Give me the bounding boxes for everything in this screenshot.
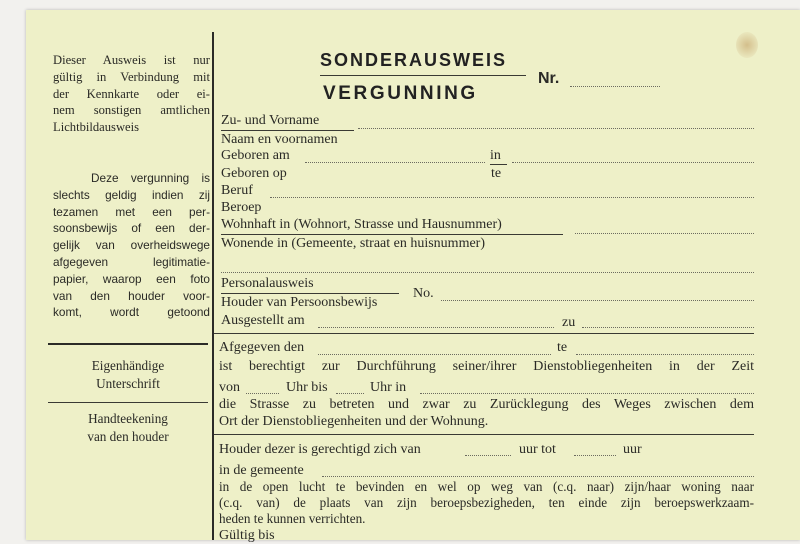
location-label: Uhr in (370, 380, 407, 395)
issued-date-field[interactable] (318, 327, 554, 328)
location-field[interactable] (420, 393, 754, 394)
authorization-text: ist berechtigt zur Durchführung seiner/ihrer Dienstobliegenheiten in der Zeit (219, 359, 754, 374)
sidebar-notice-dutch: Deze vergunning is slechts geldig indien zij tezamen met een per- soonsbewijs of een der- gelijk van overheidswege afgegeven legitimatie- papier, waarop een foto van den houder voor- komt, wordt getoond (53, 171, 210, 320)
dutch-permit-text: heden te kunnen verrichten. (219, 511, 366, 526)
name-label-dutch: Naam en voornamen (221, 132, 338, 147)
birth-date-field[interactable] (305, 162, 485, 163)
label-rule (221, 234, 563, 235)
paper-stain (736, 32, 758, 58)
birth-place-field[interactable] (512, 162, 754, 163)
occupation-label-dutch: Beroep (221, 200, 262, 215)
issued-date-label-german: Ausgestellt am (221, 313, 305, 328)
residence-label-dutch: Wonende in (Gemeente, straat en huisnummer) (221, 236, 486, 251)
column-divider (212, 32, 214, 540)
number-label: Nr. (538, 70, 560, 87)
municipality-field[interactable] (322, 476, 754, 477)
sidebar-divider (48, 343, 208, 345)
birth-place-label-dutch: te (491, 166, 502, 181)
signature-label-german: Eigenhändige Unterschrift (91, 358, 165, 391)
hour-from-field[interactable] (465, 455, 511, 456)
birth-place-label-german: in (490, 148, 501, 163)
hour-label: uur (623, 442, 642, 457)
title-german: SONDERAUSWEIS (320, 50, 508, 70)
section-divider (214, 333, 754, 334)
occupation-label-german: Beruf (221, 183, 253, 198)
section-divider (214, 434, 754, 435)
dutch-permit-text: (c.q. van) de plaats van zijn beroepsbezigheden, ten einde zijn beroepswerkzaam- (219, 495, 754, 510)
issued-place-field[interactable] (582, 327, 754, 328)
signature-label-dutch: Handteekening van den houder (87, 411, 169, 444)
label-rule (221, 293, 399, 294)
municipality-label: in de gemeente (219, 463, 304, 478)
time-from-label: von (219, 380, 240, 395)
dutch-permit-text: in de open lucht te bevinden en wel op weg van (c.q. naar) zijn/haar woning naar (219, 479, 754, 494)
issued-date-field-dutch[interactable] (318, 354, 551, 355)
issued-place-label-dutch: te (557, 340, 568, 355)
label-rule (490, 164, 507, 165)
issued-place-field-dutch[interactable] (576, 354, 754, 355)
authorization-text: die Strasse zu betreten und zwar zu Zurücklegung des Weges zwischen dem (219, 397, 754, 412)
hour-until-label: uur tot (519, 442, 556, 457)
time-from-field[interactable] (246, 393, 279, 394)
residence-label-german: Wohnhaft in (Wohnort, Strasse und Hausnummer) (221, 217, 502, 232)
label-rule (221, 130, 354, 131)
title-rule (320, 75, 526, 76)
name-label-german: Zu- und Vorname (221, 113, 320, 128)
birth-date-label-dutch: Geboren op (221, 166, 287, 181)
valid-until-label: Gültig bis (219, 528, 275, 543)
id-number-label: No. (413, 286, 434, 301)
hour-until-field[interactable] (574, 455, 616, 456)
id-card-label-german: Personalausweis (221, 276, 314, 291)
number-field[interactable] (570, 86, 660, 87)
sidebar-divider (48, 402, 208, 403)
holder-permission-text: Houder dezer is gerechtigd zich van (219, 442, 421, 457)
title-dutch: VERGUNNING (323, 83, 478, 104)
issued-place-label-german: zu (562, 315, 576, 330)
issued-date-label-dutch: Afgegeven den (219, 340, 305, 355)
birth-date-label-german: Geboren am (221, 148, 290, 163)
residence-field-continued[interactable] (221, 272, 754, 273)
occupation-field[interactable] (270, 197, 754, 198)
time-until-field[interactable] (336, 393, 364, 394)
sidebar-notice-german: Dieser Ausweis ist nur gültig in Verbindung mit der Kennkarte oder ei- nem sonstigen amtlichen Lichtbildausweis (53, 53, 210, 135)
authorization-text: Ort der Dienstobliegenheiten und der Wohnung. (219, 414, 489, 429)
residence-field[interactable] (575, 233, 754, 234)
name-field[interactable] (358, 128, 754, 129)
id-number-field[interactable] (441, 300, 754, 301)
time-until-label: Uhr bis (286, 380, 328, 395)
id-card-label-dutch: Houder van Persoonsbewijs (221, 295, 378, 310)
